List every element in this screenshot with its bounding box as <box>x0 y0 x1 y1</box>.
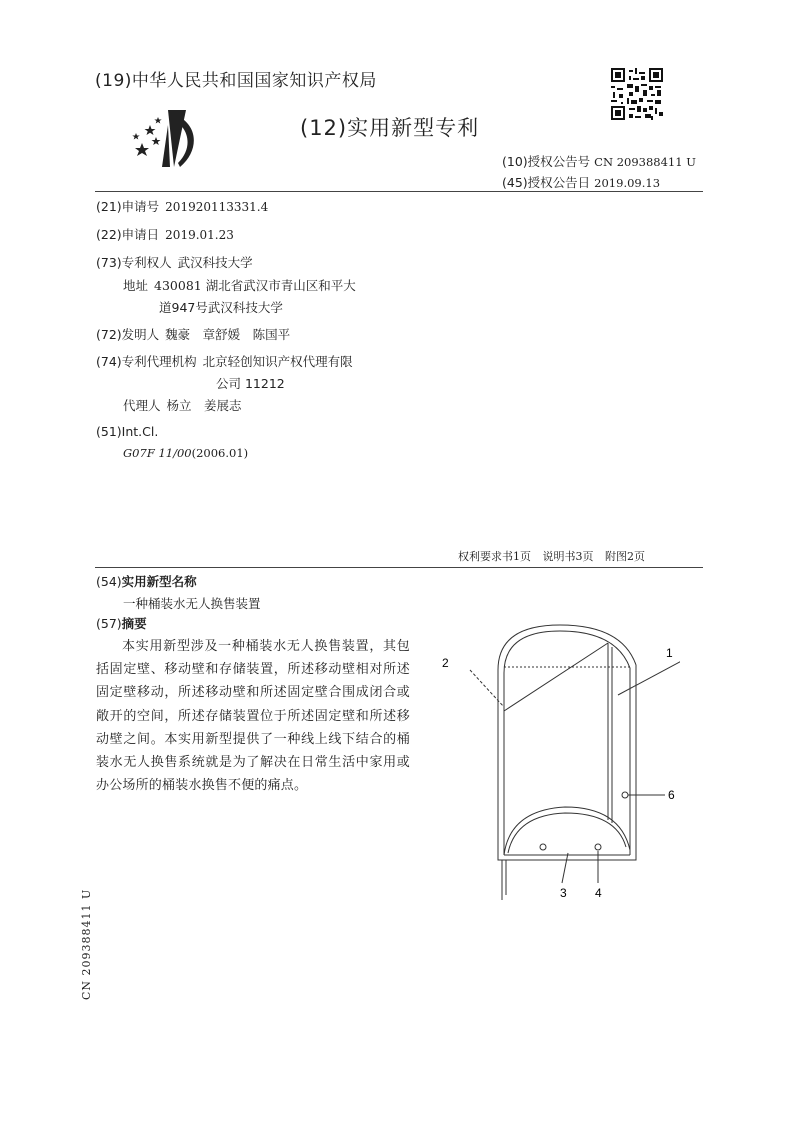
application-number: 201920113331.4 <box>165 200 269 214</box>
page-counts: 权利要求书1页 说明书3页 附图2页 <box>458 550 645 563</box>
inner-wall-outline <box>504 631 630 855</box>
agency-row <box>96 352 353 370</box>
utility-model-title: 一种桶装水无人换售装置 <box>123 596 261 611</box>
publication-date-row <box>502 173 660 191</box>
utility-model-title-heading <box>96 572 197 590</box>
patent-office-name: (19)中华人民共和国国家知识产权局 <box>95 71 377 91</box>
application-number-row <box>96 197 268 215</box>
agency-line-2: 公司 11212 <box>216 376 285 391</box>
abstract-text: 本实用新型涉及一种桶装水无人换售装置，其包括固定壁、移动壁和存储装置，所述移动壁相对所述固定壁移动，所述移动壁和所述固定壁合围成闭合或敞开的空间，所述存储装置位于所述固定壁和所述移动壁之间。本实用新型提供了一种线上线下结合的桶装水无人换售系统就是为了解决在日常生活中家用或办公场所的桶装水换售不便的痛点。 <box>96 639 410 794</box>
document-type: (12)实用新型专利 <box>300 116 480 140</box>
publication-date: 2019.09.13 <box>594 176 661 190</box>
leader-3 <box>562 853 568 883</box>
application-number-label: (21)申请号 <box>96 199 160 214</box>
application-date: 2019.01.23 <box>165 228 234 242</box>
address-line-1: 430081 湖北省武汉市青山区和平大 <box>154 278 356 293</box>
ipc-class-code: G07F 11/00 <box>123 446 192 460</box>
inventors: 魏豪 章舒媛 陈国平 <box>165 327 291 342</box>
agent-label: 代理人 <box>123 398 161 413</box>
leader-2 <box>470 670 504 707</box>
abstract-heading <box>96 614 147 632</box>
address-label: 地址 <box>123 278 149 293</box>
figure-label-1: 1 <box>666 646 673 660</box>
agent-row <box>123 396 242 414</box>
publication-date-label: (45)授权公告日 <box>502 175 591 190</box>
qr-code-icon <box>611 68 663 120</box>
part-hole-4 <box>595 844 601 850</box>
inventors-label: (72)发明人 <box>96 327 160 342</box>
abstract-figure <box>440 615 680 905</box>
ipc-version: (2006.01) <box>191 446 249 460</box>
part-hole-6 <box>622 792 628 798</box>
outer-wall-outline <box>498 625 636 860</box>
publication-number: CN 209388411 U <box>594 155 696 169</box>
patent-holder-row <box>96 253 253 271</box>
agency-line-1: 北京轻创知识产权代理有限 <box>202 354 353 369</box>
diagonal-line <box>504 643 608 711</box>
section-divider <box>95 567 703 568</box>
agency-label: (74)专利代理机构 <box>96 354 197 369</box>
abstract-heading-code: (57) <box>96 616 122 631</box>
figure-label-6: 6 <box>668 788 675 802</box>
publication-number-label: (10)授权公告号 <box>502 154 591 169</box>
ipc-classification <box>123 446 248 460</box>
patent-holder: 武汉科技大学 <box>177 255 253 270</box>
figure-label-4: 4 <box>595 886 602 900</box>
bottom-tray <box>504 807 630 855</box>
part-hole-left <box>540 844 546 850</box>
publication-number-row <box>502 152 696 170</box>
application-date-row <box>96 225 234 243</box>
inventors-row <box>96 325 290 343</box>
address-row <box>123 276 356 294</box>
application-date-label: (22)申请日 <box>96 227 160 242</box>
cnipa-emblem-icon <box>128 105 208 173</box>
figure-label-3: 3 <box>560 886 567 900</box>
patent-holder-label: (73)专利权人 <box>96 255 172 270</box>
title-heading-code: (54) <box>96 574 122 589</box>
header-divider <box>95 191 703 192</box>
agents: 杨立 姜展志 <box>166 398 242 413</box>
ipc-label: (51)Int.Cl. <box>96 424 159 439</box>
address-line-2: 道947号武汉科技大学 <box>159 300 283 315</box>
abstract-heading-label: 摘要 <box>121 616 147 631</box>
side-publication-number: CN 209388411 U <box>80 888 93 1000</box>
title-heading-label: 实用新型名称 <box>121 574 197 589</box>
figure-label-2: 2 <box>442 656 449 670</box>
